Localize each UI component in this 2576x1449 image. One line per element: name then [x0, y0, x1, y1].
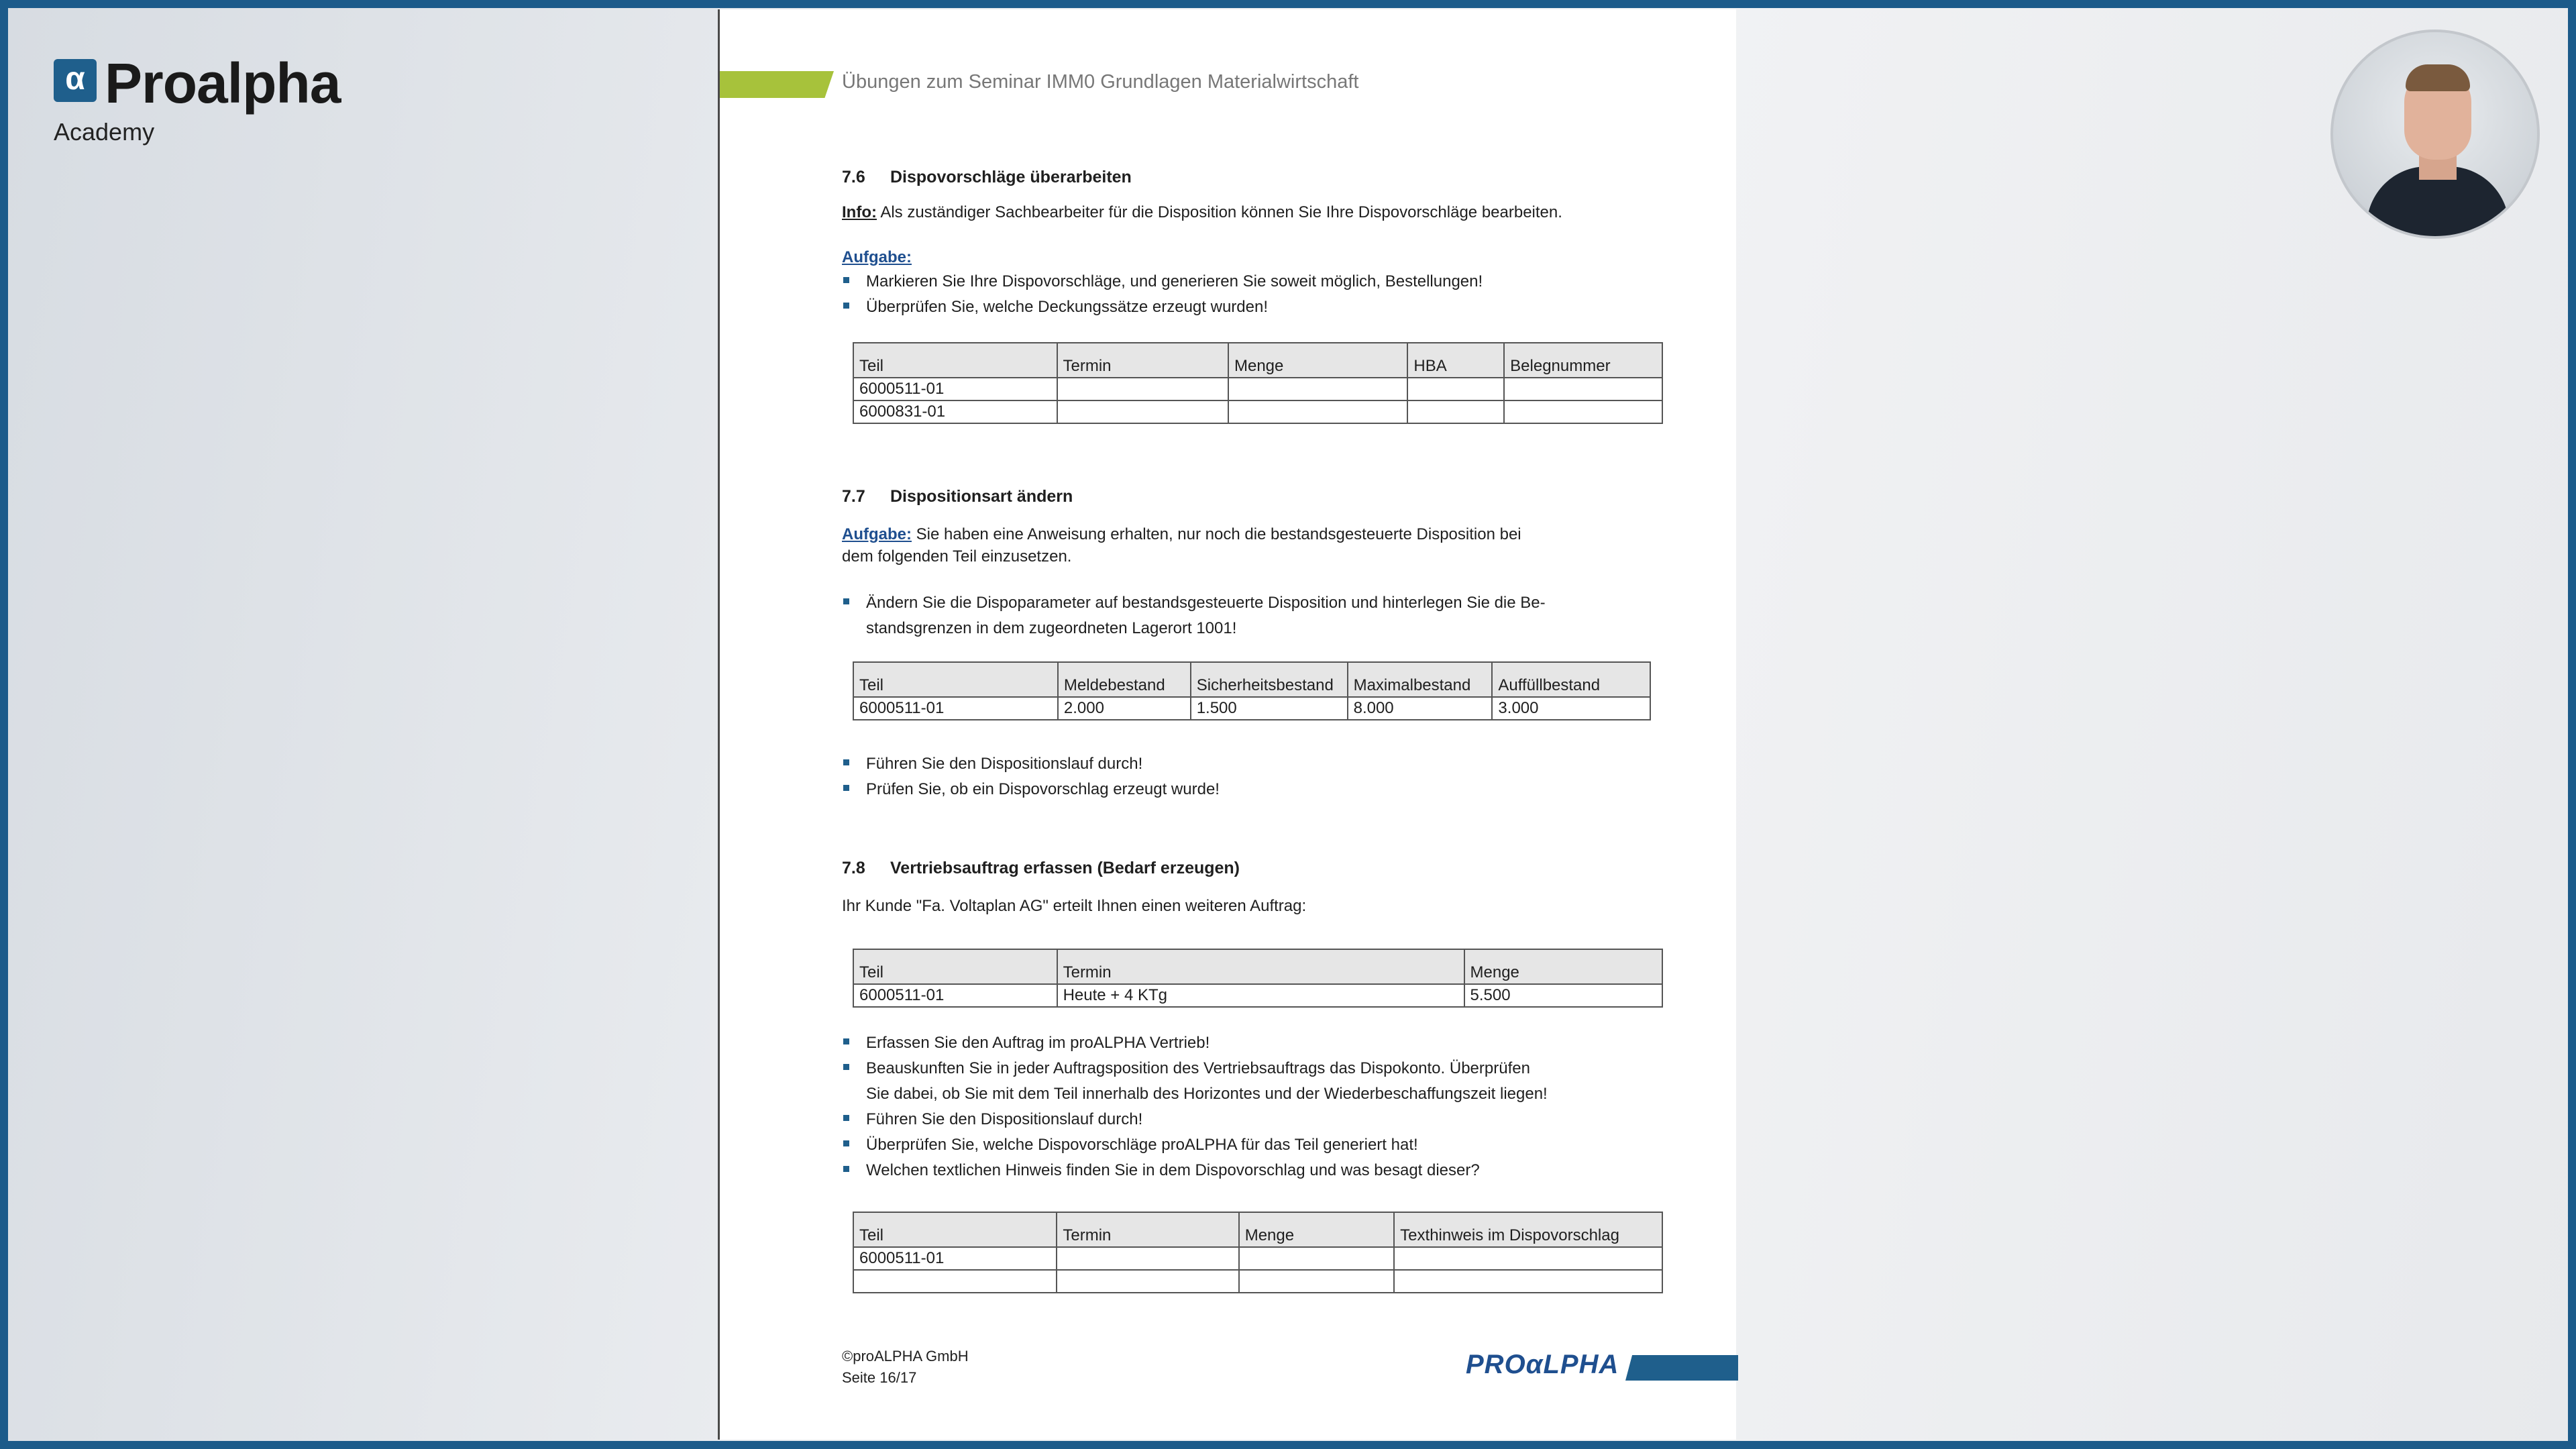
table-header: Menge [1239, 1212, 1394, 1247]
section-7-7-bullets-a [842, 590, 1546, 641]
section-title: Dispovorschläge überarbeiten [890, 168, 1132, 186]
table-header: Termin [1057, 343, 1228, 378]
section-7-6-info [842, 201, 1562, 223]
info-label: Info: [842, 203, 877, 221]
table-row [853, 1270, 1662, 1293]
page-number: Seite 16/17 [842, 1369, 917, 1386]
section-title: Vertriebsauftrag erfassen (Bedarf erzeugen) [890, 859, 1240, 877]
table-cell [1239, 1270, 1394, 1293]
table-cell [1057, 1247, 1238, 1270]
list-item: Führen Sie den Dispositionslauf durch! [842, 751, 1220, 777]
list-item: Erfassen Sie den Auftrag im proALPHA Vertrieb! [842, 1030, 1548, 1056]
table-cell: 1.500 [1191, 697, 1348, 720]
table-7-8-order [853, 949, 1663, 1008]
brand-subtitle: Academy [54, 118, 155, 146]
table-7-6 [853, 342, 1663, 424]
list-item: Führen Sie den Dispositionslauf durch! [842, 1107, 1548, 1132]
list-item: Markieren Sie Ihre Dispovorschläge, und generieren Sie soweit möglich, Bestellungen! [842, 269, 1483, 294]
table-cell: 2.000 [1058, 697, 1191, 720]
table-cell [1228, 378, 1407, 400]
section-7-7-bullets-b [842, 751, 1220, 802]
list-item-line: Beauskunften Sie in jeder Auftragsposition des Vertriebsauftrags das Dispokonto. Überprüfen [866, 1059, 1530, 1077]
table-cell [1228, 400, 1407, 423]
copyright: ©proALPHA GmbH [842, 1348, 969, 1364]
document-header-title: Übungen zum Seminar IMM0 Grundlagen Materialwirtschaft [842, 71, 1359, 93]
table-cell [1407, 400, 1504, 423]
task-label-link[interactable]: Aufgabe: [842, 525, 912, 543]
table-cell [1394, 1270, 1662, 1293]
table-cell: Heute + 4 KTg [1057, 984, 1464, 1007]
list-item-line: Ändern Sie die Dispoparameter auf bestandsgesteuerte Disposition und hinterlegen Sie die Be- [866, 594, 1546, 612]
list-item-line: Sie dabei, ob Sie mit dem Teil innerhalb des Horizontes und der Wiederbeschaffungszeit liegen! [866, 1085, 1548, 1103]
table-cell [1504, 400, 1662, 423]
table-header: Menge [1464, 949, 1663, 984]
table-cell: 5.500 [1464, 984, 1663, 1007]
table-header: Teil [853, 343, 1057, 378]
section-number: 7.7 [842, 487, 865, 506]
table-7-7 [853, 661, 1651, 720]
table-header: Menge [1228, 343, 1407, 378]
table-row [853, 1247, 1662, 1270]
table-cell: 8.000 [1348, 697, 1493, 720]
task-text: Sie haben eine Anweisung erhalten, nur noch die bestandsgesteuerte Disposition bei [916, 525, 1521, 543]
presenter-hair [2406, 64, 2470, 91]
task-label-link[interactable]: Aufgabe: [842, 248, 912, 266]
section-7-6-heading [842, 168, 1132, 187]
list-item: Welchen textlichen Hinweis finden Sie in dem Dispovorschlag und was besagt dieser? [842, 1158, 1548, 1183]
table-header: Belegnummer [1504, 343, 1662, 378]
table-cell [1394, 1247, 1662, 1270]
info-text: Als zuständiger Sachbearbeiter für die Disposition können Sie Ihre Dispovorschläge bearbeiten. [880, 203, 1562, 221]
table-cell [1057, 378, 1228, 400]
proalpha-footer-logo [1466, 1350, 1619, 1380]
section-7-8-intro: Ihr Kunde "Fa. Voltaplan AG" erteilt Ihnen einen weiteren Auftrag: [842, 897, 1307, 915]
task-text: dem folgenden Teil einzusetzen. [842, 547, 1072, 566]
table-header: Sicherheitsbestand [1191, 662, 1348, 697]
header-accent-bar [720, 71, 834, 98]
table-row [853, 400, 1662, 423]
table-header: Teil [853, 662, 1058, 697]
footer-accent-bar [1625, 1355, 1738, 1381]
table-cell [1407, 378, 1504, 400]
document-page [718, 9, 1736, 1440]
table-header: Auffüllbestand [1492, 662, 1650, 697]
table-cell: 6000831-01 [853, 400, 1057, 423]
list-item [842, 590, 1546, 641]
table-cell [1504, 378, 1662, 400]
table-cell [1057, 400, 1228, 423]
table-cell: 6000511-01 [853, 378, 1057, 400]
table-cell [1057, 1270, 1238, 1293]
list-item: Überprüfen Sie, welche Deckungssätze erzeugt wurden! [842, 294, 1483, 320]
table-row [853, 984, 1662, 1007]
brand-name: Proalpha [105, 52, 341, 115]
table-cell: 6000511-01 [853, 984, 1057, 1007]
table-cell: 6000511-01 [853, 1247, 1057, 1270]
section-7-7-heading [842, 487, 1073, 506]
footer-logo-text: PROαLPHA [1466, 1350, 1619, 1379]
list-item [842, 1056, 1548, 1107]
section-7-7-task [842, 523, 1521, 568]
table-header: Meldebestand [1058, 662, 1191, 697]
section-title: Dispositionsart ändern [890, 487, 1073, 506]
screen-frame [8, 8, 2568, 1441]
table-header: Teil [853, 1212, 1057, 1247]
table-header: Maximalbestand [1348, 662, 1493, 697]
presenter-video-avatar [2330, 30, 2540, 239]
list-item: Prüfen Sie, ob ein Dispovorschlag erzeugt wurde! [842, 777, 1220, 802]
table-cell: 6000511-01 [853, 697, 1058, 720]
section-7-8-heading [842, 859, 1240, 878]
table-cell: 3.000 [1492, 697, 1650, 720]
section-7-6-bullets [842, 269, 1483, 320]
table-header: Termin [1057, 1212, 1238, 1247]
table-7-8-proposal [853, 1212, 1663, 1293]
table-row [853, 697, 1650, 720]
alpha-icon: α [54, 59, 97, 102]
table-cell [1239, 1247, 1394, 1270]
table-cell [853, 1270, 1057, 1293]
list-item: Überprüfen Sie, welche Dispovorschläge proALPHA für das Teil generiert hat! [842, 1132, 1548, 1158]
table-header: Texthinweis im Dispovorschlag [1394, 1212, 1662, 1247]
table-header: Termin [1057, 949, 1464, 984]
list-item-line: standsgrenzen in dem zugeordneten Lagerort 1001! [866, 619, 1237, 637]
section-number: 7.8 [842, 859, 865, 877]
page-footer [842, 1346, 969, 1389]
table-row [853, 378, 1662, 400]
section-7-8-bullets [842, 1030, 1548, 1183]
table-header: Teil [853, 949, 1057, 984]
section-number: 7.6 [842, 168, 865, 186]
table-header: HBA [1407, 343, 1504, 378]
